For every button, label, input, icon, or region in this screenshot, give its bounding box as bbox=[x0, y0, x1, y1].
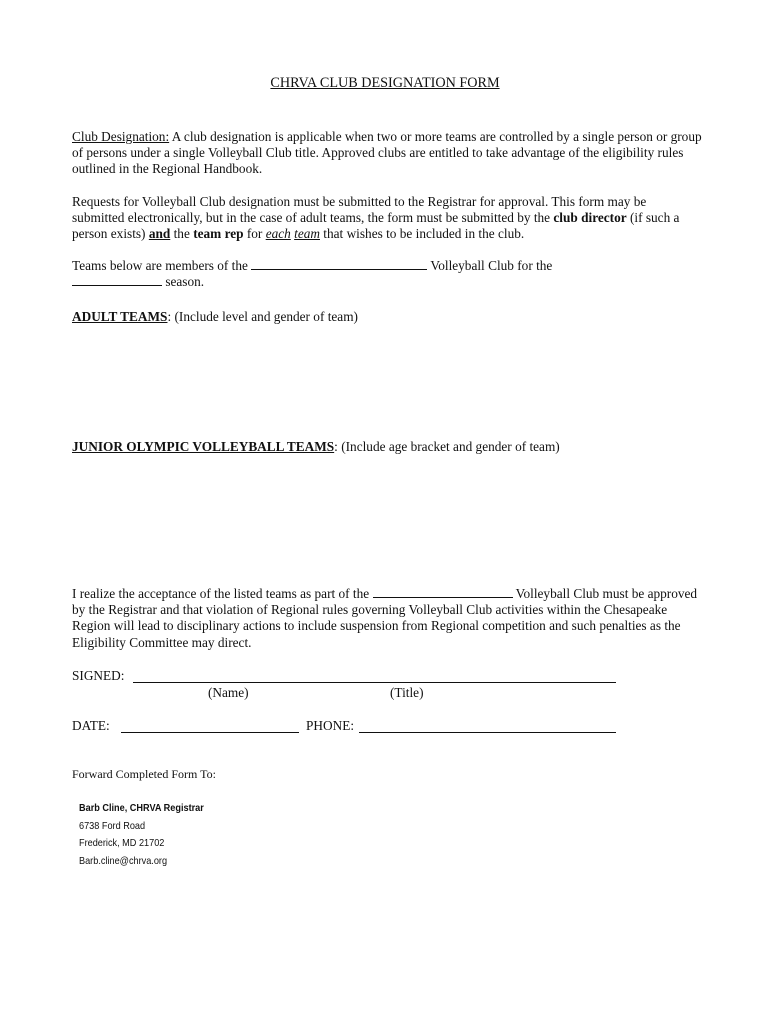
acceptance-text: Volleyball Club must be approved by the Registrar and that violation of Regional rules governing Volleyball Club activities within the Chesapeake Region will lead to disciplinary actions to include suspension from Regional competition and such penalties as the Eligibility Committee may direct. bbox=[72, 586, 698, 650]
junior-teams-heading bbox=[72, 439, 702, 455]
registrar-name: Barb Cline, CHRVA Registrar bbox=[79, 803, 204, 814]
phone-label: PHONE: bbox=[306, 718, 355, 733]
registrar-email[interactable]: Barb.cline@chrva.org bbox=[79, 855, 168, 867]
club-designation-text: A club designation is applicable when two or more teams are controlled by a single person or group of persons under a single Volleyball Club title. Approved clubs are entitled to take advantage of the eligibility rules outlined in the Regional Handbook. bbox=[72, 129, 702, 177]
team-rep-emphasis: team rep bbox=[193, 226, 244, 242]
date-label: DATE: bbox=[72, 718, 110, 733]
adult-teams-entry-area[interactable] bbox=[72, 335, 702, 430]
requests-text: that wishes to be included in the club. bbox=[319, 226, 525, 242]
club-designation-label: Club Designation: bbox=[72, 129, 170, 144]
each-emphasis: each bbox=[265, 226, 291, 242]
adult-teams-note: : (Include level and gender of team) bbox=[167, 309, 358, 324]
requests-paragraph bbox=[72, 194, 702, 243]
date-line[interactable] bbox=[121, 732, 299, 733]
members-text: Volleyball Club for the bbox=[427, 258, 553, 273]
registrar-street: 6738 Ford Road bbox=[79, 820, 146, 832]
adult-teams-label: ADULT TEAMS bbox=[72, 309, 168, 324]
requests-text: (if such a person exists) bbox=[72, 210, 680, 242]
signed-label: SIGNED: bbox=[72, 668, 125, 683]
requests-text: the bbox=[170, 226, 194, 242]
club-designation-paragraph bbox=[72, 129, 702, 178]
acceptance-text: I realize the acceptance of the listed teams as part of the bbox=[72, 586, 373, 601]
registrar-city: Frederick, MD 21702 bbox=[79, 838, 165, 849]
form-title: CHRVA CLUB DESIGNATION FORM bbox=[270, 75, 500, 91]
junior-teams-note: : (Include age bracket and gender of team) bbox=[334, 439, 560, 454]
acceptance-club-blank[interactable] bbox=[373, 586, 513, 598]
name-caption: (Name) bbox=[208, 685, 249, 700]
requests-text: for bbox=[243, 226, 266, 242]
signature-line[interactable] bbox=[133, 682, 616, 683]
forward-label: Forward Completed Form To: bbox=[72, 767, 216, 781]
members-paragraph bbox=[72, 258, 702, 290]
season-blank[interactable] bbox=[72, 274, 162, 286]
address-block bbox=[79, 800, 204, 870]
requests-text: Requests for Volleyball Club designation must be submitted to the Registrar for approval. This form may be submitted electronically, but in the case of adult teams, the form must be submitted by the bbox=[72, 194, 647, 226]
club-name-blank[interactable] bbox=[251, 258, 427, 270]
title-caption: (Title) bbox=[390, 685, 424, 700]
phone-line[interactable] bbox=[359, 732, 616, 733]
members-text: season. bbox=[162, 274, 205, 290]
and-emphasis: and bbox=[148, 226, 171, 242]
team-emphasis: team bbox=[294, 226, 320, 242]
adult-teams-heading bbox=[72, 309, 702, 325]
members-text: Teams below are members of the bbox=[72, 258, 252, 273]
acceptance-paragraph bbox=[72, 586, 702, 651]
junior-teams-entry-area[interactable] bbox=[72, 465, 702, 580]
junior-teams-label: JUNIOR OLYMPIC VOLLEYBALL TEAMS bbox=[72, 439, 335, 454]
club-director-emphasis: club director bbox=[553, 210, 627, 226]
